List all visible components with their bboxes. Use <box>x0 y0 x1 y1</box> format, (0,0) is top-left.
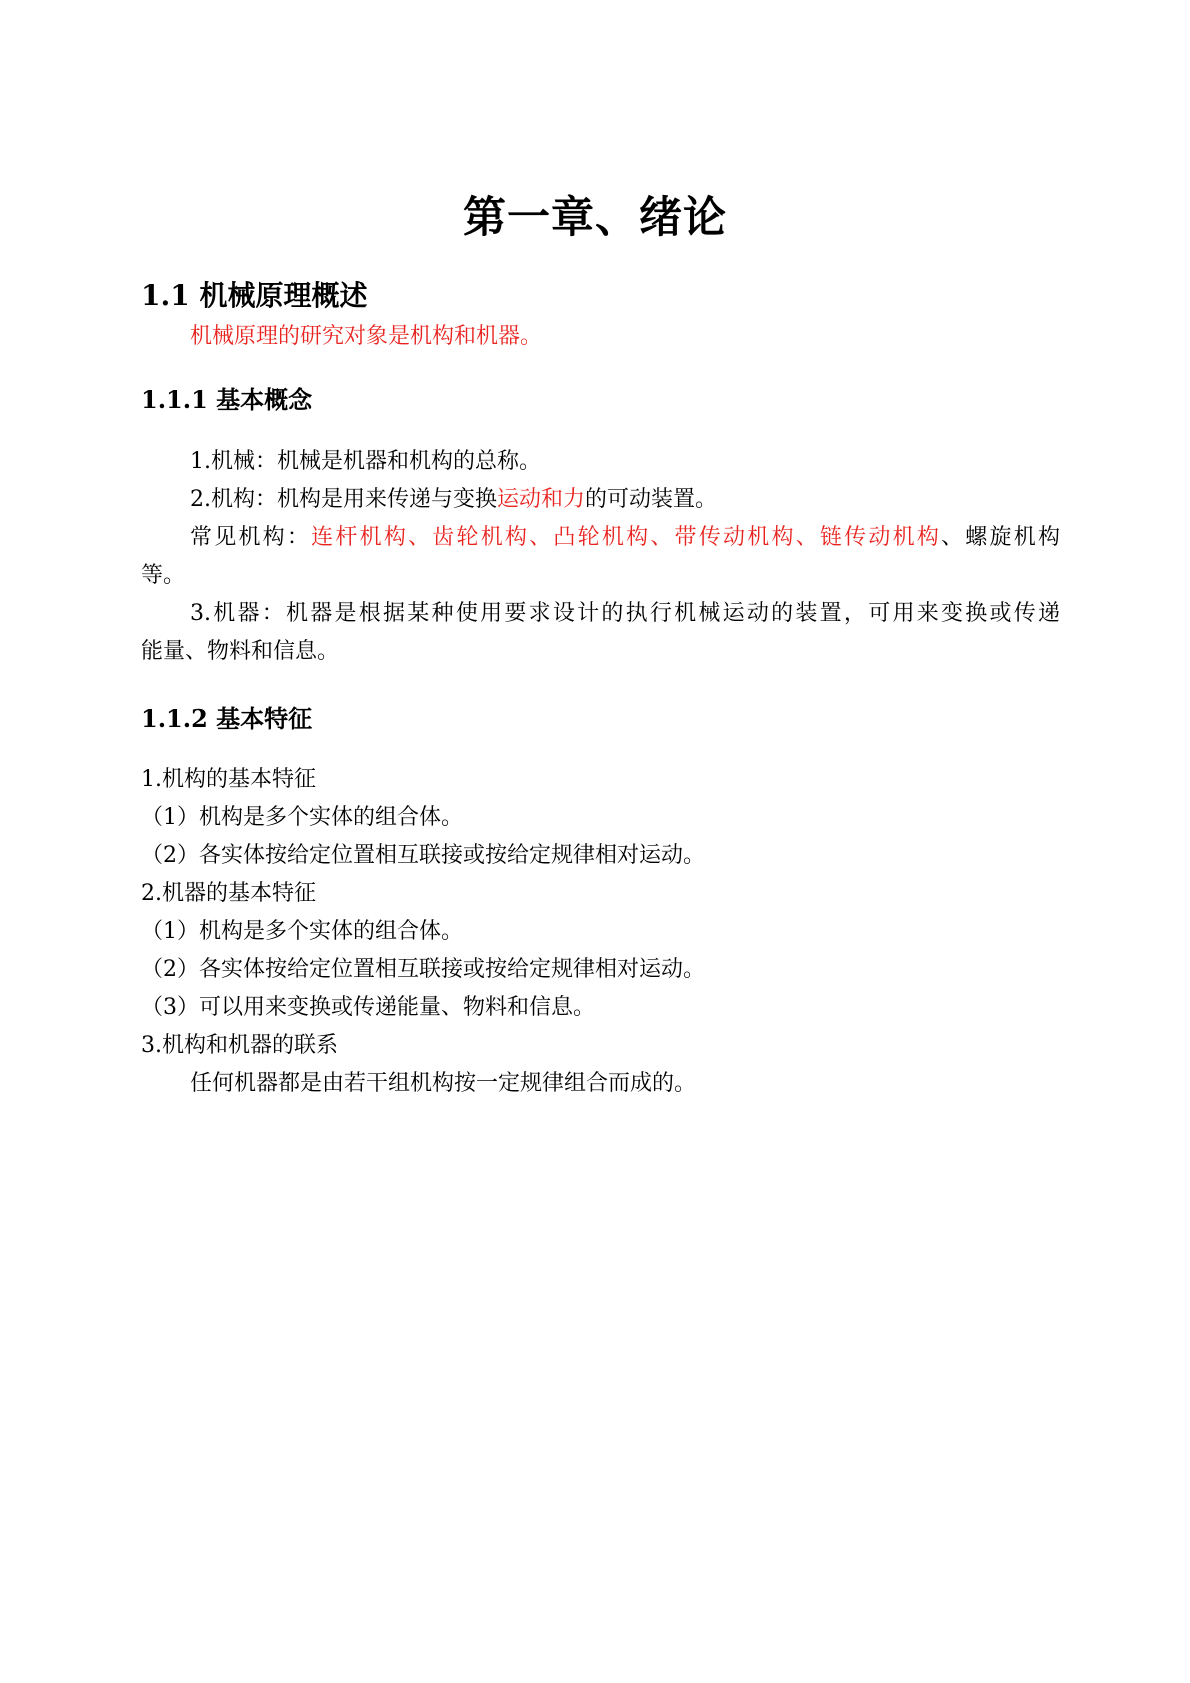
concept-item-machine-line-2: 能量、物料和信息。 <box>141 639 340 664</box>
machine-features-title: 2.机器的基本特征 <box>141 881 316 906</box>
relation-text: 任何机器都是由若干组机构按一定规律组合而成的。 <box>190 1071 697 1096</box>
machine-feature-2: （2）各实体按给定位置相互联接或按给定规律相对运动。 <box>141 957 705 982</box>
machine-feature-3: （3）可以用来变换或传递能量、物料和信息。 <box>141 995 595 1020</box>
mechanism-features-title: 1.机构的基本特征 <box>141 767 316 792</box>
concept-item-mechanism-prefix: 2.机构：机构是用来传递与变换 <box>190 487 497 512</box>
concept-item-machine-line-1: 3.机器：机器是根据某种使用要求设计的执行机械运动的装置，可用来变换或传递 <box>190 601 1060 626</box>
machine-feature-1: （1）机构是多个实体的组合体。 <box>141 919 463 944</box>
concept-item-mechanism-highlight: 运动和力 <box>497 487 586 512</box>
mechanism-feature-1: （1）机构是多个实体的组合体。 <box>141 805 463 830</box>
concept-item-machinery: 1.机械：机械是机器和机构的总称。 <box>190 449 541 474</box>
concept-item-mechanism <box>190 485 1060 515</box>
common-mechanisms-line-2: 等。 <box>141 563 186 588</box>
chapter-title: 第一章、绪论 <box>463 193 727 243</box>
section-heading-1-1: 1.1 机械原理概述 <box>141 279 368 312</box>
relation-title: 3.机构和机器的联系 <box>141 1033 338 1058</box>
common-mechanisms-label: 常见机构： <box>190 525 312 550</box>
common-mechanisms-line <box>190 523 1060 553</box>
common-mechanisms-suffix: 、螺旋机构 <box>941 525 1060 550</box>
section-1-1-intro: 机械原理的研究对象是机构和机器。 <box>190 324 543 349</box>
concept-item-mechanism-suffix: 的可动装置。 <box>585 487 718 512</box>
section-heading-1-1-2: 1.1.2 基本特征 <box>141 704 313 733</box>
mechanism-feature-2: （2）各实体按给定位置相互联接或按给定规律相对运动。 <box>141 843 705 868</box>
section-heading-1-1-1: 1.1.1 基本概念 <box>141 385 313 414</box>
common-mechanisms-highlight: 连杆机构、齿轮机构、凸轮机构、带传动机构、链传动机构 <box>311 525 942 550</box>
